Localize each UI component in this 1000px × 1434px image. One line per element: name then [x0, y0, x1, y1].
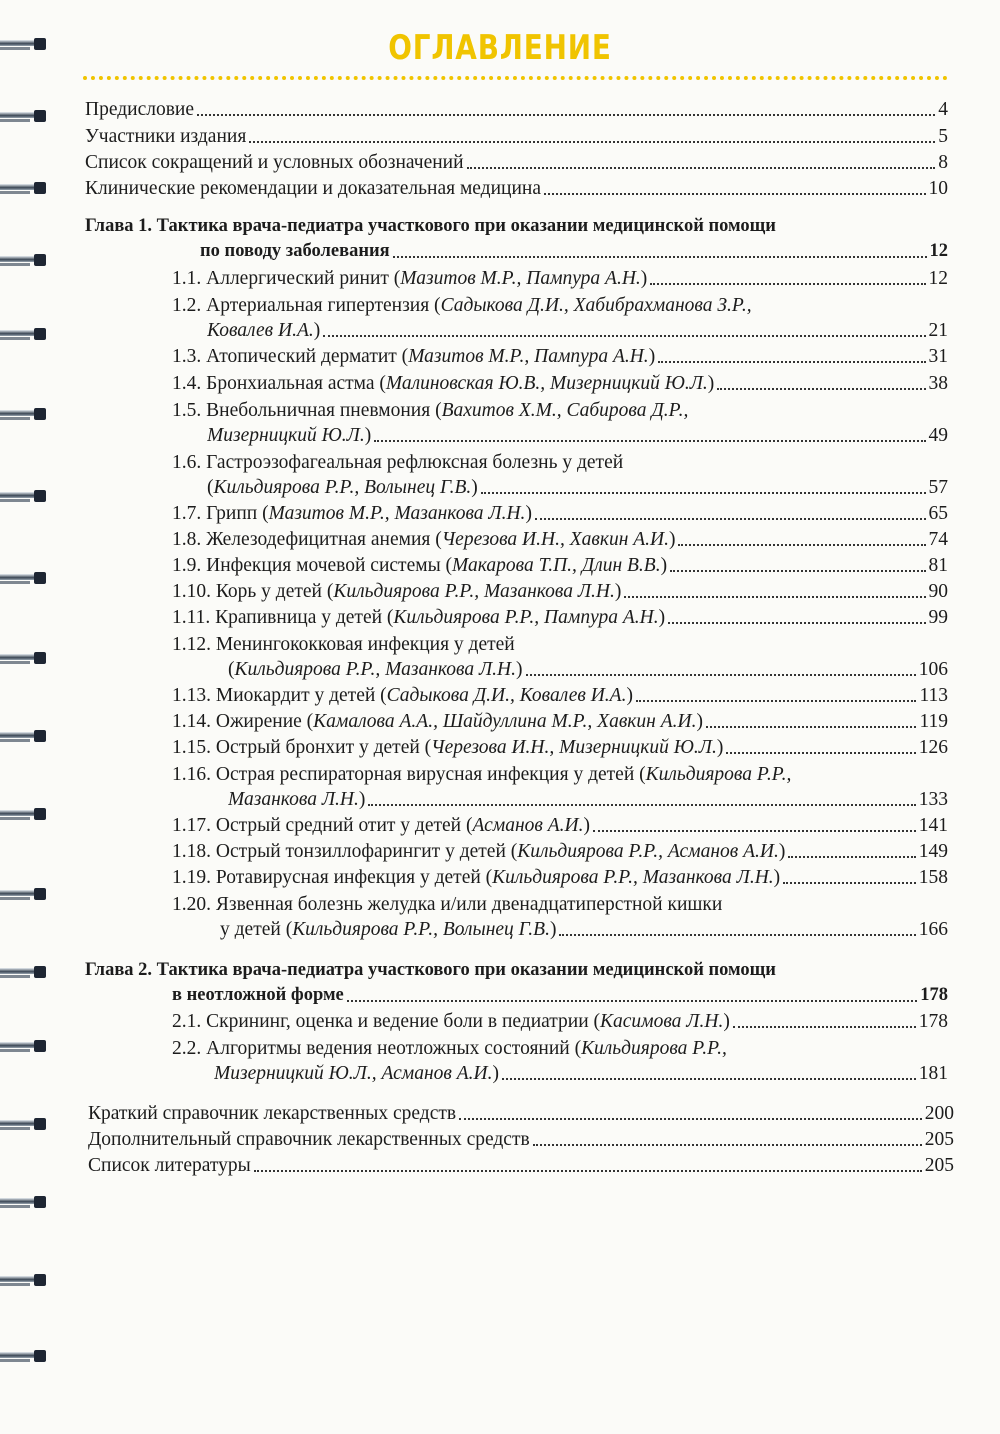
binding-ring [0, 328, 52, 342]
toc-entry-2-1[interactable]: 2.1. Скрининг, оценка и ведение боли в педиатрии (Касимова Л.Н.) 178 [172, 1011, 948, 1032]
toc-entry-1-9[interactable]: 1.9. Инфекция мочевой системы (Макарова Т.П., Длин В.В.) 81 [172, 555, 948, 576]
toc-entry-1-15[interactable]: 1.15. Острый бронхит у детей (Черезова И.Н., Мизерницкий Ю.Л.) 126 [172, 737, 948, 758]
binding-ring [0, 966, 52, 980]
toc-entry-1-8[interactable]: 1.8. Железодефицитная анемия (Черезова И.Н., Хавкин А.И.) 74 [172, 529, 948, 550]
toc-entry-1-16[interactable]: Мазанкова Л.Н.) 133 [228, 789, 948, 810]
toc-entry-1-3[interactable]: 1.3. Атопический дерматит (Мазитов М.Р., Пампура А.Н.) 31 [172, 346, 948, 367]
toc-entry-drug-reference[interactable]: Краткий справочник лекарственных средств 200 [88, 1103, 954, 1124]
toc-entry-1-14[interactable]: 1.14. Ожирение (Камалова А.А., Шайдуллина М.Р., Хавкин А.И.) 119 [172, 711, 948, 732]
binding-ring [0, 652, 52, 666]
toc-entry-1-1[interactable]: 1.1. Аллергический ринит (Мазитов М.Р., Пампура А.Н.) 12 [172, 268, 948, 289]
toc-entry-1-17[interactable]: 1.17. Острый средний отит у детей (Асманов А.И.) 141 [172, 815, 948, 836]
toc-entry-1-5-line1[interactable]: 1.5. Внебольничная пневмония (Вахитов Х.М., Сабирова Д.Р., [172, 400, 689, 421]
toc-entry-chapter-1[interactable]: по поводу заболевания 12 [200, 239, 948, 264]
chapter-1-title[interactable]: Глава 1. Тактика врача-педиатра участкового при оказании медицинской помощи [85, 216, 776, 236]
page-number: 8 [938, 152, 948, 173]
page-number: 178 [920, 985, 948, 1005]
page-title: ОГЛАВЛЕНИЕ [388, 28, 612, 68]
binding-ring [0, 110, 52, 124]
binding-ring [0, 254, 52, 268]
page-number: 200 [924, 1103, 954, 1124]
page-number: 4 [938, 99, 948, 120]
binding-ring [0, 1350, 52, 1364]
binding-ring [0, 730, 52, 744]
toc-entry-1-10[interactable]: 1.10. Корь у детей (Кильдиярова Р.Р., Мазанкова Л.Н.) 90 [172, 581, 948, 602]
toc-entry-additional-drug-reference[interactable]: Дополнительный справочник лекарственных средств 205 [88, 1129, 954, 1150]
title-divider [83, 76, 948, 80]
toc-entry-1-7[interactable]: 1.7. Грипп (Мазитов М.Р., Мазанкова Л.Н.) 65 [172, 503, 948, 524]
toc-entry-abbreviations[interactable]: Список сокращений и условных обозначений 8 [85, 152, 948, 173]
toc-entry-1-18[interactable]: 1.18. Острый тонзиллофарингит у детей (Кильдиярова Р.Р., Асманов А.И.) 149 [172, 841, 948, 862]
toc-entry-2-2[interactable]: Мизерницкий Ю.Л., Асманов А.И.) 181 [214, 1063, 948, 1084]
toc-entry-1-6-line1[interactable]: 1.6. Гастроэзофагеальная рефлюксная болезнь у детей [172, 452, 624, 473]
page-number: 205 [924, 1129, 954, 1150]
binding-ring [0, 808, 52, 822]
page-number: 10 [928, 178, 948, 199]
spiral-binding [0, 0, 60, 1434]
toc-entry-1-12[interactable]: (Кильдиярова Р.Р., Мазанкова Л.Н.) 106 [228, 659, 948, 680]
binding-ring [0, 1040, 52, 1054]
chapter-2-title[interactable]: Глава 2. Тактика врача-педиатра участкового при оказании медицинской помощи [85, 960, 776, 980]
toc-entry-chapter-2[interactable]: в неотложной форме 178 [172, 983, 948, 1008]
toc-entry-1-12-line1[interactable]: 1.12. Менингококковая инфекция у детей [172, 634, 515, 655]
binding-ring [0, 490, 52, 504]
toc-entry-1-6[interactable]: (Кильдиярова Р.Р., Волынец Г.В.) 57 [207, 477, 948, 498]
page-number: 12 [929, 241, 948, 261]
binding-ring [0, 888, 52, 902]
toc-entry-bibliography[interactable]: Список литературы 205 [88, 1155, 954, 1176]
binding-ring [0, 408, 52, 422]
binding-ring [0, 572, 52, 586]
toc-entry-1-2-line1[interactable]: 1.2. Артериальная гипертензия (Садыкова Д.И., Хабибрахманова З.Р., [172, 295, 752, 316]
toc-entry-1-20[interactable]: у детей (Кильдиярова Р.Р., Волынец Г.В.) 166 [220, 919, 948, 940]
toc-entry-contributors[interactable]: Участники издания 5 [85, 126, 948, 147]
toc-entry-1-13[interactable]: 1.13. Миокардит у детей (Садыкова Д.И., Ковалев И.А.) 113 [172, 685, 948, 706]
toc-entry-1-11[interactable]: 1.11. Крапивница у детей (Кильдиярова Р.Р., Пампура А.Н.) 99 [172, 607, 948, 628]
binding-ring [0, 38, 52, 52]
page-number: 205 [924, 1155, 954, 1176]
toc-entry-1-19[interactable]: 1.19. Ротавирусная инфекция у детей (Кильдиярова Р.Р., Мазанкова Л.Н.) 158 [172, 867, 948, 888]
toc-entry-1-4[interactable]: 1.4. Бронхиальная астма (Малиновская Ю.В., Мизерницкий Ю.Л.) 38 [172, 373, 948, 394]
toc-entry-guidelines[interactable]: Клинические рекомендации и доказательная медицина 10 [85, 178, 948, 199]
binding-ring [0, 1196, 52, 1210]
binding-ring [0, 1274, 52, 1288]
toc-entry-1-20-line1[interactable]: 1.20. Язвенная болезнь желудка и/или двенадцатиперстной кишки [172, 894, 723, 915]
binding-ring [0, 1118, 52, 1132]
toc-entry-1-2[interactable]: Ковалев И.А.) 21 [207, 320, 948, 341]
page-number: 5 [938, 126, 948, 147]
toc-entry-1-5[interactable]: Мизерницкий Ю.Л.) 49 [207, 425, 948, 446]
binding-ring [0, 182, 52, 196]
toc-entry-preface[interactable]: Предисловие 4 [85, 99, 948, 120]
toc-entry-2-2-line1[interactable]: 2.2. Алгоритмы ведения неотложных состояний (Кильдиярова Р.Р., [172, 1038, 727, 1059]
toc-entry-1-16-line1[interactable]: 1.16. Острая респираторная вирусная инфекция у детей (Кильдиярова Р.Р., [172, 764, 792, 785]
